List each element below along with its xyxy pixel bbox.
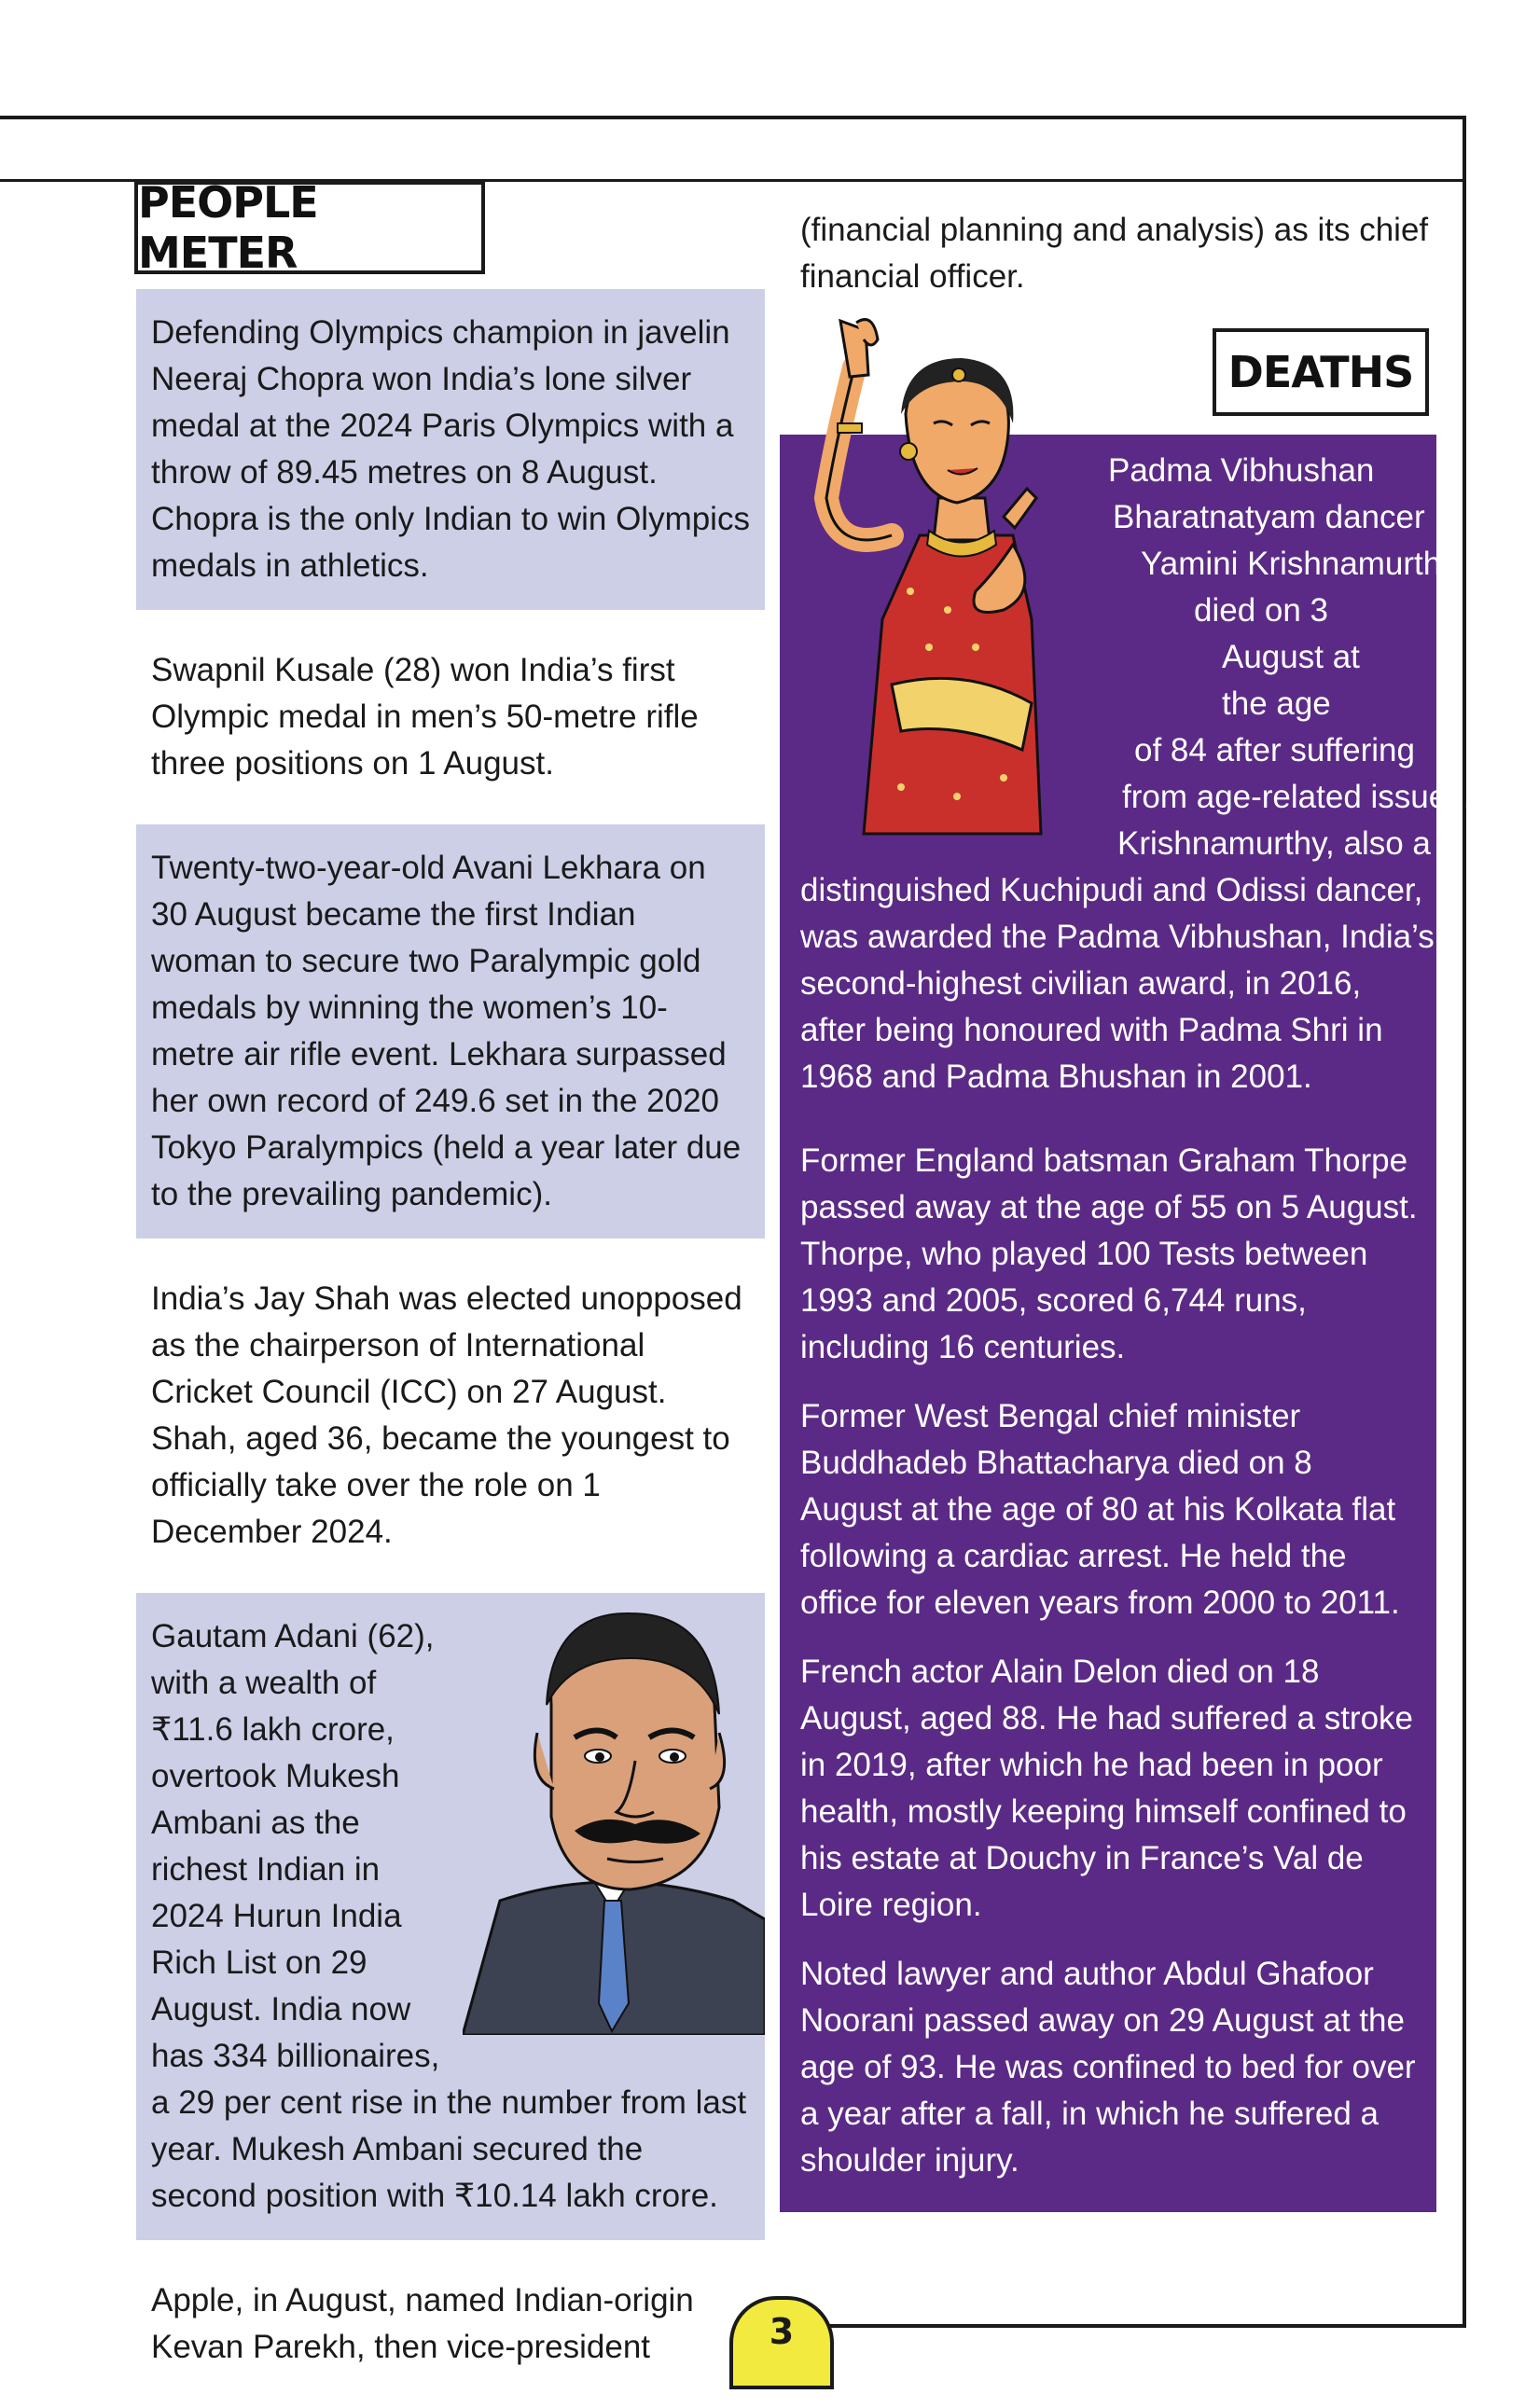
news-item-shah: India’s Jay Shah was elected unopposed as the chairperson of International Cricket Council (ICC) on 27 August. Shah, aged 36, became the youngest to officially take over the role on 1 December 2024. bbox=[151, 1280, 742, 1550]
news-item-adani: Gautam Adani (62), with a wealth of ₹11.6 lakh crore, overtook Mukesh Ambani as the richest Indian in 2024 Hurun India Rich List on 29 August. India now has 334 billionaires, a 29 per cent rise in the number from last year. Mukesh Ambani secured the second position with ₹10.14 lakh crore. bbox=[136, 1593, 765, 2240]
parekh-continuation: (financial planning and analysis) as its chief financial officer. bbox=[800, 212, 1429, 295]
news-item-lekhara: Twenty-two-year-old Avani Lekhara on 30 August became the first Indian woman to secure two Paralympic gold medals by winning the women’s 10-metre air rifle event. Lekhara surpassed her own record of 249.6 set in the 2020 Tokyo Paralympics (held a year later due to the prevailing pandemic). bbox=[136, 824, 765, 1239]
yamini-line: August at bbox=[1222, 639, 1360, 675]
yamini-line: distinguished Kuchipudi and Odissi dancer, bbox=[800, 872, 1423, 908]
yamini-line: of 84 after suffering bbox=[1134, 732, 1415, 768]
yamini-line: was awarded the Padma Vibhushan, India’s bbox=[800, 919, 1435, 955]
people-meter-column bbox=[136, 289, 765, 2408]
yamini-line: Krishnamurthy, also a bbox=[1117, 825, 1431, 862]
page-number: 3 bbox=[729, 2296, 834, 2389]
adani-caricature bbox=[463, 1593, 765, 2035]
death-item-delon: French actor Alain Delon died on 18 August, aged 88. He had suffered a stroke in 2019, after which he had been in poor health, mostly keeping himself confined to his estate at Douchy in France’s Val de Loire region. bbox=[800, 1654, 1414, 1923]
frame-bottom-line bbox=[821, 2324, 1466, 2328]
news-item-chopra: Defending Olympics champion in javelin Neeraj Chopra won India’s lone silver medal at the 2024 Paris Olympics with a throw of 89.45 metres on 8 August. Chopra is the only Indian to win Olympics medals in athletics. bbox=[136, 289, 765, 610]
yamini-line: second-highest civilian award, in 2016, bbox=[800, 965, 1362, 1002]
dancer-illustration bbox=[798, 311, 1112, 852]
yamini-line: Padma Vibhushan bbox=[1108, 452, 1375, 489]
yamini-line: after being honoured with Padma Shri in bbox=[800, 1012, 1383, 1048]
people-meter-heading: PEOPLE METER bbox=[134, 181, 485, 274]
death-item-thorpe: Former England batsman Graham Thorpe passed away at the age of 55 on 5 August. Thorpe, who played 100 Tests between 1993 and 2005, scored 6,744 runs, including 16 centuries. bbox=[800, 1142, 1418, 1365]
frame-top-line bbox=[0, 116, 1466, 119]
death-item-noorani: Noted lawyer and author Abdul Ghafoor Noorani passed away on 29 August at the age of 93. He was confined to bed for over a year after a fall, in which he suffered a shoulder injury. bbox=[800, 1956, 1416, 2179]
deaths-heading: DEATHS bbox=[1213, 328, 1429, 416]
yamini-line: died on 3 bbox=[1194, 592, 1329, 629]
news-item-parekh: Apple, in August, named Indian-origin Kevan Parekh, then vice-president bbox=[151, 2282, 694, 2365]
yamini-line: Bharatnatyam dancer bbox=[1113, 499, 1425, 535]
yamini-line: 1968 and Padma Bhushan in 2001. bbox=[800, 1059, 1312, 1095]
frame-right-line bbox=[1463, 116, 1466, 2328]
news-item-kusale: Swapnil Kusale (28) won India’s first Olympic medal in men’s 50-metre rifle three positions on 1 August. bbox=[151, 652, 699, 782]
death-item-bhattacharya: Former West Bengal chief minister Buddhadeb Bhattacharya died on 8 August at the age of 80 at his Kolkata flat following a cardiac arrest. He held the office for eleven years from 2000 to 2011. bbox=[800, 1398, 1400, 1621]
yamini-line: Yamini Krishnamurthy bbox=[1141, 546, 1458, 582]
yamini-line: the age bbox=[1222, 685, 1331, 722]
yamini-line: from age-related issues. bbox=[1122, 779, 1473, 815]
